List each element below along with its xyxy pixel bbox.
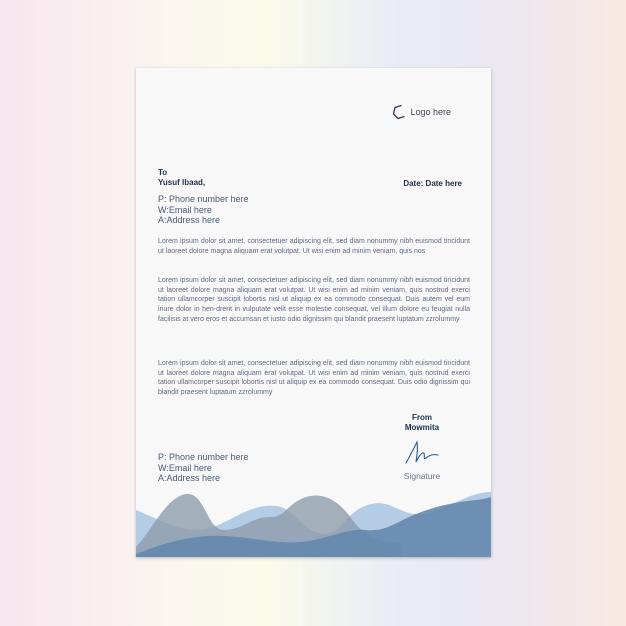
- signature-label: Signature: [403, 471, 441, 481]
- hexagon-outline-icon: [392, 104, 406, 120]
- from-label: From: [412, 413, 432, 422]
- sender-block: [400, 413, 444, 433]
- body-paragraph-3: Lorem ipsum dolor sit amet, consectetuer adipiscing elit, sed diam nonummy nibh euismod tincidunt ut laoreet dolore magna aliquam erat volutpat. Ut wisi enim ad minim veniam, quis nostrud exerci tation ullamcorper suscipit lobortis nisl ut aliquip ex ea commodo consequat. Duis odio dignissim qui blandit praesent luptatum zzrolummy: [158, 360, 470, 397]
- logo-text: Logo here: [410, 107, 451, 117]
- recipient-block: [158, 168, 205, 188]
- contact-info-top: [158, 194, 249, 226]
- to-label: To: [158, 168, 168, 177]
- letterhead-page: [136, 68, 491, 557]
- address-line: A:Address here: [158, 215, 221, 225]
- contact-info-bottom: [158, 452, 249, 484]
- decorative-waves: [136, 492, 491, 557]
- email-line: W:Email here: [158, 204, 212, 215]
- address-line: A:Address here: [158, 473, 221, 483]
- logo: [392, 104, 451, 120]
- body-paragraph-2: Lorem ipsum dolor sit amet, consectetuer adipiscing elit, sed diam nonummy nibh euismod tincidunt ut laoreet dolore magna aliquam erat volutpat. Ut wisi enim ad minim veniam, quis nostrud exerci tation ullamcorper suscipit lobortis nisl ut aliquip ex ea commodo consequat. Duis autem vel eum iriure dolor in hen-drerit in vulputate velit esse molestie consequat, vel illum dolore eu feugiat nulla facilisis at vero eros et accumsan et iusto odio dignissim qui blandit praesent luptatum zzrolummy: [158, 277, 470, 323]
- phone-line: P: Phone number here: [158, 194, 249, 204]
- sender-name: Mowmita: [404, 423, 440, 432]
- body-paragraph-1: Lorem ipsum dolor sit amet, consectetuer adipiscing elit, sed diam nonummy nibh euismod tincidunt ut laoreet dolore magna aliquam erat volutpat. Ut wisi enim ad minim veniam, quis nos: [158, 238, 470, 255]
- phone-line: P: Phone number here: [158, 452, 249, 462]
- email-line: W:Email here: [158, 462, 212, 473]
- recipient-name: Yusuf Ibaad,: [158, 178, 206, 187]
- handwritten-signature-icon: [404, 438, 440, 466]
- letter-date: Date: Date here: [403, 179, 462, 188]
